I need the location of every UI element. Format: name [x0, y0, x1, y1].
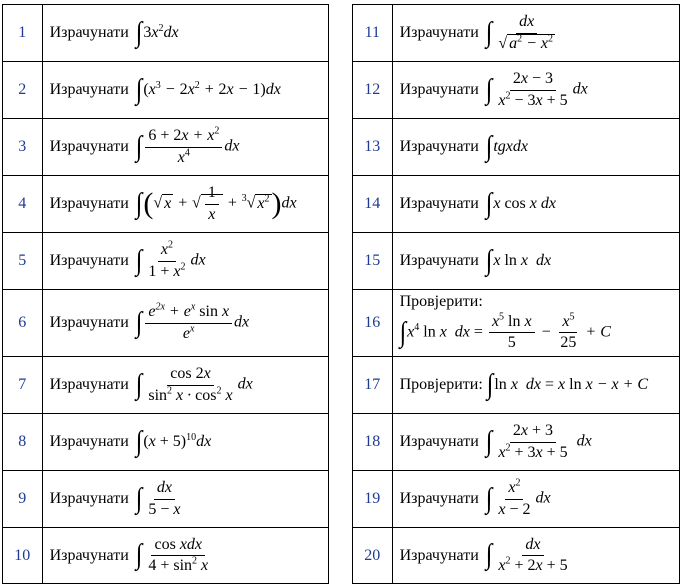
- problem-number: 1: [3, 5, 43, 62]
- problem-label: Израчунати: [399, 546, 479, 564]
- table-row: [3, 414, 329, 471]
- problem-label: Израчунати: [49, 81, 129, 98]
- problem-label: Израчунати: [399, 252, 479, 269]
- problems-table-right: [352, 4, 680, 584]
- table-row: [353, 5, 680, 62]
- problem-cell: [392, 528, 679, 584]
- table-row: [3, 357, 329, 414]
- table-row: [353, 62, 680, 119]
- problem-number: 4: [3, 176, 43, 233]
- integral-expression: ∫ $\frac{dx}{5 - x}$: [135, 479, 181, 518]
- problem-cell: [392, 471, 679, 528]
- problem-number: 6: [3, 290, 43, 357]
- problem-cell: [392, 176, 679, 233]
- table-row: [353, 357, 680, 414]
- problem-cell: [392, 290, 679, 357]
- integral-expression: ∫ $\frac{e^{2x} + e^x \sin x}{e^x}$ dx: [135, 301, 250, 342]
- problem-cell: [42, 176, 328, 233]
- problem-label: Израчунати: [49, 376, 129, 393]
- integral-expression: $\int(x^3 - 2x^2 + 2x - 1)dx$: [135, 73, 281, 105]
- integral-expression: $\int x^4$ ln x dx = $\frac{x^5 \ln x}{5}$ − $\frac{x^5}{25}$ + C: [399, 311, 611, 352]
- problem-label: Израчунати: [399, 490, 479, 507]
- problem-number: 17: [353, 357, 393, 414]
- problem-cell: [392, 414, 679, 471]
- table-row: [3, 62, 329, 119]
- problem-label: Израчунати: [49, 433, 129, 450]
- problem-number: 8: [3, 414, 43, 471]
- problem-cell: [42, 5, 328, 62]
- problem-number: 12: [353, 62, 393, 119]
- problem-cell: [392, 357, 679, 414]
- problem-label: Провјерити:: [399, 376, 483, 393]
- integral-expression: ∫ $\frac{x^2}{x - 2}$ dx: [485, 477, 551, 518]
- integral-expression: ∫ $\frac{\text{cos xdx}}{4 + \sin^2 x}$: [135, 535, 209, 574]
- problem-number: 15: [353, 233, 393, 290]
- problem-cell: [392, 233, 679, 290]
- table-row: [353, 528, 680, 584]
- problem-number: 3: [3, 119, 43, 176]
- problem-label: Израчунати: [399, 138, 479, 155]
- integral-expression: ∫ $\frac{\cos 2x}{\sin^2 x \cdot \cos^2 x}$ dx: [135, 365, 253, 404]
- problem-label: Израчунати: [49, 490, 129, 507]
- integral-expression: ∫ $\frac{dx}{x^2 + 2x + 5}$: [485, 535, 568, 574]
- problem-number: 16: [353, 290, 393, 357]
- integral-expression: $\int 3x^2dx$: [135, 16, 179, 48]
- problem-label: Израчунати: [399, 81, 479, 98]
- problem-cell: [42, 528, 328, 584]
- problem-label: Израчунати: [49, 24, 129, 41]
- integral-expression: ∫(√ x + √ $\frac{1}{x}$ + $^3$√ $x^2)dx$: [135, 184, 297, 223]
- table-row: [353, 471, 680, 528]
- integral-expression: $\int(x + 5)^{10}dx$: [135, 425, 212, 457]
- integral-expression: ∫ $\frac{2x - 3}{x^2 - 3x + 5}$ dx: [485, 70, 588, 109]
- integral-expression: ∫ $\frac{6 + 2x + x^2}{x^4}$ dx: [135, 125, 240, 166]
- problem-number: 9: [3, 471, 43, 528]
- problem-number: 13: [353, 119, 393, 176]
- problem-label: Израчунати: [49, 314, 129, 331]
- problem-cell: [42, 62, 328, 119]
- problem-cell: [42, 414, 328, 471]
- problem-number: 20: [353, 528, 393, 584]
- table-row: [353, 290, 680, 357]
- table-row: [353, 233, 680, 290]
- table-row: [3, 528, 329, 584]
- table-row: [3, 471, 329, 528]
- problem-cell: [392, 119, 679, 176]
- integral-expression: ∫ $\frac{dx}{√ a^2 - x^2}$: [485, 13, 554, 52]
- problem-number: 11: [353, 5, 393, 62]
- problem-cell: [42, 471, 328, 528]
- integral-expression: ∫ln x dx = x ln x − x + C: [486, 368, 649, 400]
- problem-label: Израчунати: [49, 252, 129, 269]
- problem-cell: [42, 290, 328, 357]
- table-row: [3, 119, 329, 176]
- table-row: [3, 290, 329, 357]
- table-row: [353, 176, 680, 233]
- problem-number: 18: [353, 414, 393, 471]
- integral-expression: ∫x cos x dx: [485, 187, 556, 219]
- problem-cell: [42, 233, 328, 290]
- problem-cell: [42, 119, 328, 176]
- table-row: [3, 233, 329, 290]
- integral-expression: ∫x ln x dx: [485, 244, 552, 276]
- problem-label: Израчунати: [49, 138, 129, 155]
- integral-expression: ∫ $\frac{2x + 3}{x^2 + 3x + 5}$ dx: [485, 422, 592, 461]
- problem-label: Израчунати: [399, 24, 479, 41]
- integral-expression: ∫tgxdx: [485, 130, 528, 162]
- problem-cell: [392, 5, 679, 62]
- problem-cell: [392, 62, 679, 119]
- table-row: [353, 119, 680, 176]
- integral-expression: ∫ $\frac{x^2}{1 + x^2}$ dx: [135, 239, 206, 280]
- problem-label: Провјерити:: [399, 293, 483, 311]
- problem-label: Израчунати: [49, 546, 129, 564]
- problem-number: 5: [3, 233, 43, 290]
- problem-number: 19: [353, 471, 393, 528]
- problem-number: 10: [3, 528, 43, 584]
- problems-table-left: [2, 4, 329, 584]
- problem-number: 2: [3, 62, 43, 119]
- problem-label: Израчунати: [399, 433, 479, 450]
- table-row: [353, 414, 680, 471]
- problem-label: Израчунати: [49, 195, 129, 212]
- problem-label: Израчунати: [399, 195, 479, 212]
- problem-cell: [42, 357, 328, 414]
- table-row: [3, 176, 329, 233]
- table-row: [3, 5, 329, 62]
- problem-number: 7: [3, 357, 43, 414]
- problem-number: 14: [353, 176, 393, 233]
